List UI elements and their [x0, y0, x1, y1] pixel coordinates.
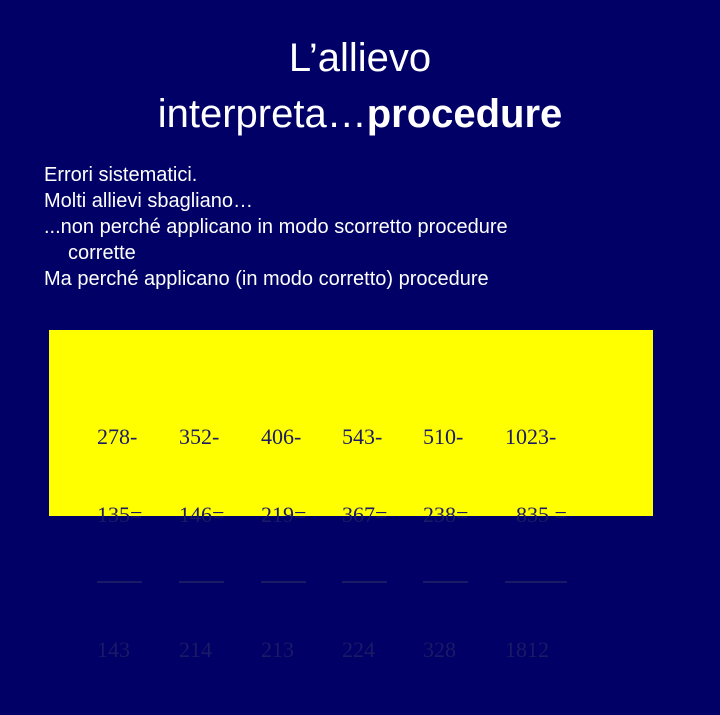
subtraction-example [505, 372, 567, 715]
slide-title [0, 30, 720, 142]
subtrahend: 146= [179, 502, 225, 527]
body-line: Ma perché applicano (in modo corretto) procedure [44, 268, 489, 290]
minuend: 543- [342, 424, 383, 449]
slide-body [44, 162, 664, 292]
subtrahend: 135= [97, 502, 143, 527]
minuend: 1023- [505, 424, 557, 449]
result: 1812 [505, 637, 549, 662]
minuend: 510- [423, 424, 464, 449]
title-line-2 [0, 86, 720, 142]
body-line: Molti allievi sbagliano… [44, 190, 253, 212]
result-rule [179, 581, 224, 583]
subtraction-example [179, 372, 224, 715]
result: 143 [97, 637, 130, 662]
minuend: 278- [97, 424, 138, 449]
subtraction-example [342, 372, 387, 715]
title-line-1: L’allievo [288, 36, 432, 80]
subtrahend: 835 = [505, 502, 567, 527]
body-line: corrette [68, 242, 136, 264]
subtrahend: 238= [423, 502, 469, 527]
result: 328 [423, 637, 456, 662]
subtrahend: 219= [261, 502, 307, 527]
body-line: Errori sistematici. [44, 164, 198, 186]
result: 213 [261, 637, 294, 662]
subtraction-example [261, 372, 306, 715]
subtraction-examples-box [49, 330, 653, 662]
result-rule [261, 581, 306, 583]
result-rule [423, 581, 468, 583]
minuend: 406- [261, 424, 302, 449]
result: 224 [342, 637, 375, 662]
subtraction-example [97, 372, 142, 715]
body-line: ...non perché applicano in modo scorretto procedure [44, 216, 508, 238]
result-rule [342, 581, 387, 583]
title-line-2-bold: procedure [366, 92, 563, 136]
subtraction-example [423, 372, 468, 715]
result-rule [97, 581, 142, 583]
result: 214 [179, 637, 212, 662]
result-rule [505, 581, 567, 583]
minuend: 352- [179, 424, 220, 449]
title-line-2-normal: interpreta… [157, 92, 367, 136]
subtrahend: 367= [342, 502, 388, 527]
